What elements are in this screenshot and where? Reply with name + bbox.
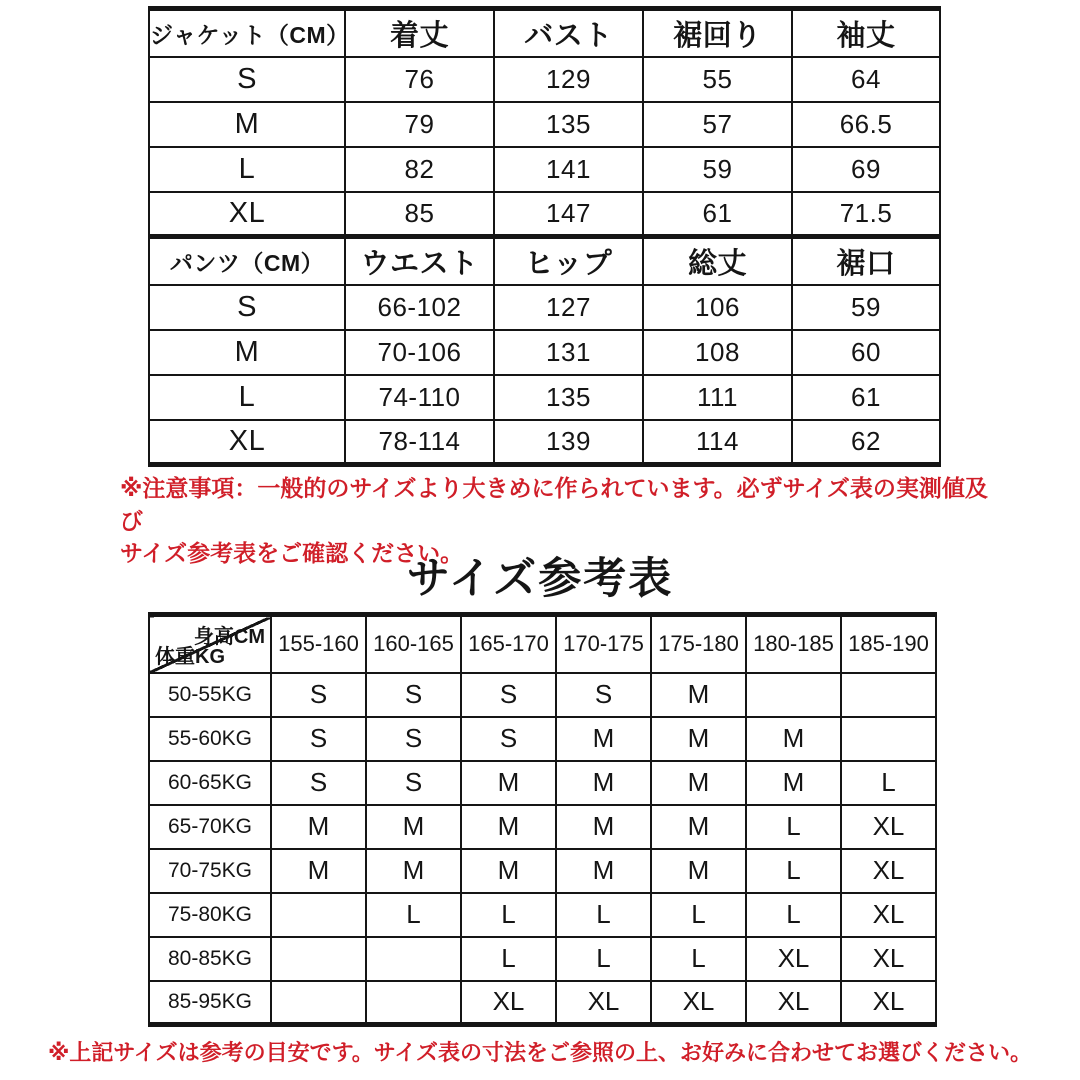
value-cell: M (366, 805, 461, 849)
value-cell: 129 (494, 57, 643, 102)
value-cell: 82 (345, 147, 494, 192)
reference-header-row (149, 615, 936, 673)
value-cell: S (271, 673, 366, 717)
value-cell: S (461, 673, 556, 717)
value-cell: 61 (643, 192, 792, 237)
value-cell: L (841, 761, 936, 805)
value-cell: M (366, 849, 461, 893)
value-cell: M (461, 761, 556, 805)
value-cell: M (556, 849, 651, 893)
value-cell: 85 (345, 192, 494, 237)
value-cell: L (651, 893, 746, 937)
row-label-cell: S (149, 57, 345, 102)
value-cell: 135 (494, 375, 643, 420)
value-cell: M (651, 761, 746, 805)
value-cell: S (461, 717, 556, 761)
row-label-cell: XL (149, 192, 345, 237)
value-cell: M (651, 849, 746, 893)
value-cell: 59 (643, 147, 792, 192)
corner-weight-label: 体重KG (155, 645, 225, 668)
height-col-header: 165-170 (461, 615, 556, 673)
value-cell: 114 (643, 420, 792, 465)
value-cell: 78-114 (345, 420, 494, 465)
value-cell: L (461, 893, 556, 937)
value-cell: 141 (494, 147, 643, 192)
row-label-cell: 80-85KG (149, 937, 271, 981)
value-cell: 111 (643, 375, 792, 420)
size-reference-table (148, 612, 937, 1027)
height-col-header: 185-190 (841, 615, 936, 673)
height-col-header: 180-185 (746, 615, 841, 673)
value-cell: 108 (643, 330, 792, 375)
value-cell: 70-106 (345, 330, 494, 375)
value-cell: 74-110 (345, 375, 494, 420)
value-cell: XL (841, 981, 936, 1025)
value-cell: L (556, 893, 651, 937)
value-cell: 147 (494, 192, 643, 237)
pants-header-row (149, 237, 940, 285)
value-cell (366, 937, 461, 981)
jacket-header-row (149, 9, 940, 57)
value-cell: XL (841, 893, 936, 937)
table-row (149, 761, 936, 805)
value-cell: S (366, 761, 461, 805)
value-cell: S (366, 717, 461, 761)
value-cell (841, 717, 936, 761)
table-row (149, 147, 940, 192)
value-cell: S (271, 761, 366, 805)
table-row (149, 285, 940, 330)
value-cell: 59 (792, 285, 940, 330)
value-cell: XL (746, 937, 841, 981)
jacket-col-sleeve: 袖丈 (792, 9, 940, 57)
value-cell (746, 673, 841, 717)
value-cell: L (651, 937, 746, 981)
row-label-cell: M (149, 102, 345, 147)
value-cell (366, 981, 461, 1025)
caution-note-line1: ※注意事項：一般的のサイズより大きめに作られています。必ずサイズ表の実測値及び (120, 475, 988, 534)
value-cell: 131 (494, 330, 643, 375)
value-cell: 76 (345, 57, 494, 102)
value-cell: 62 (792, 420, 940, 465)
value-cell: 61 (792, 375, 940, 420)
value-cell: M (556, 805, 651, 849)
value-cell (271, 893, 366, 937)
value-cell: M (271, 849, 366, 893)
pants-col-hip: ヒップ (494, 237, 643, 285)
size-reference-title: サイズ参考表 (406, 555, 674, 603)
value-cell: L (746, 893, 841, 937)
jacket-col-hem: 裾回り (643, 9, 792, 57)
value-cell: M (461, 805, 556, 849)
diagonal-corner-cell (149, 615, 271, 673)
value-cell: S (366, 673, 461, 717)
height-col-header: 170-175 (556, 615, 651, 673)
value-cell: M (746, 761, 841, 805)
value-cell: 71.5 (792, 192, 940, 237)
value-cell: M (556, 761, 651, 805)
caution-note-line2: サイズ参考表をご確認ください。 (120, 540, 464, 567)
table-row (149, 805, 936, 849)
value-cell: XL (556, 981, 651, 1025)
value-cell: XL (841, 805, 936, 849)
value-cell: 79 (345, 102, 494, 147)
row-label-cell: 65-70KG (149, 805, 271, 849)
value-cell: M (746, 717, 841, 761)
row-label-cell: 70-75KG (149, 849, 271, 893)
value-cell: 66-102 (345, 285, 494, 330)
value-cell: S (271, 717, 366, 761)
height-col-header: 155-160 (271, 615, 366, 673)
reference-header-section (149, 615, 936, 673)
table-row (149, 937, 936, 981)
table-row (149, 420, 940, 465)
value-cell: XL (746, 981, 841, 1025)
value-cell: M (461, 849, 556, 893)
footer-note: ※上記サイズは参考の目安です。サイズ表の寸法をご参照の上、お好みに合わせてお選びください。 (47, 1040, 1033, 1065)
row-label-cell: L (149, 375, 345, 420)
value-cell: L (366, 893, 461, 937)
value-cell: L (746, 805, 841, 849)
row-label-cell: M (149, 330, 345, 375)
jacket-col-bust: バスト (494, 9, 643, 57)
pants-rows (149, 285, 940, 465)
value-cell: 66.5 (792, 102, 940, 147)
table-row (149, 673, 936, 717)
pants-title-cell: パンツ（CM） (149, 237, 345, 285)
value-cell: 55 (643, 57, 792, 102)
value-cell: 135 (494, 102, 643, 147)
value-cell: XL (841, 849, 936, 893)
value-cell: M (651, 673, 746, 717)
value-cell: 57 (643, 102, 792, 147)
table-row (149, 981, 936, 1025)
row-label-cell: 55-60KG (149, 717, 271, 761)
table-row (149, 330, 940, 375)
value-cell: L (461, 937, 556, 981)
value-cell: 106 (643, 285, 792, 330)
jacket-col-length: 着丈 (345, 9, 494, 57)
row-label-cell: 75-80KG (149, 893, 271, 937)
value-cell (841, 673, 936, 717)
value-cell: 139 (494, 420, 643, 465)
value-cell: 60 (792, 330, 940, 375)
value-cell: M (651, 717, 746, 761)
value-cell: 69 (792, 147, 940, 192)
value-cell: S (556, 673, 651, 717)
row-label-cell: 85-95KG (149, 981, 271, 1025)
table-row (149, 849, 936, 893)
value-cell: L (556, 937, 651, 981)
value-cell: M (271, 805, 366, 849)
pants-header-section (149, 237, 940, 285)
value-cell: M (556, 717, 651, 761)
value-cell: XL (841, 937, 936, 981)
table-row (149, 102, 940, 147)
value-cell: 64 (792, 57, 940, 102)
value-cell: L (746, 849, 841, 893)
value-cell: XL (651, 981, 746, 1025)
row-label-cell: S (149, 285, 345, 330)
value-cell: 127 (494, 285, 643, 330)
height-col-header: 175-180 (651, 615, 746, 673)
table-row (149, 717, 936, 761)
table-row (149, 192, 940, 237)
jacket-header-section (149, 9, 940, 57)
value-cell: XL (461, 981, 556, 1025)
value-cell (271, 981, 366, 1025)
pants-col-length: 総丈 (643, 237, 792, 285)
table-row (149, 57, 940, 102)
reference-rows (149, 673, 936, 1025)
value-cell: M (651, 805, 746, 849)
row-label-cell: L (149, 147, 345, 192)
pants-col-hem-opening: 裾口 (792, 237, 940, 285)
jacket-rows (149, 57, 940, 237)
table-row (149, 893, 936, 937)
height-col-header: 160-165 (366, 615, 461, 673)
garment-measurement-table (148, 6, 941, 467)
value-cell (271, 937, 366, 981)
corner-height-label: 身高CM (193, 626, 265, 648)
jacket-title-cell: ジャケット（CM） (149, 9, 345, 57)
table-row (149, 375, 940, 420)
row-label-cell: 50-55KG (149, 673, 271, 717)
pants-col-waist: ウエスト (345, 237, 494, 285)
row-label-cell: XL (149, 420, 345, 465)
row-label-cell: 60-65KG (149, 761, 271, 805)
